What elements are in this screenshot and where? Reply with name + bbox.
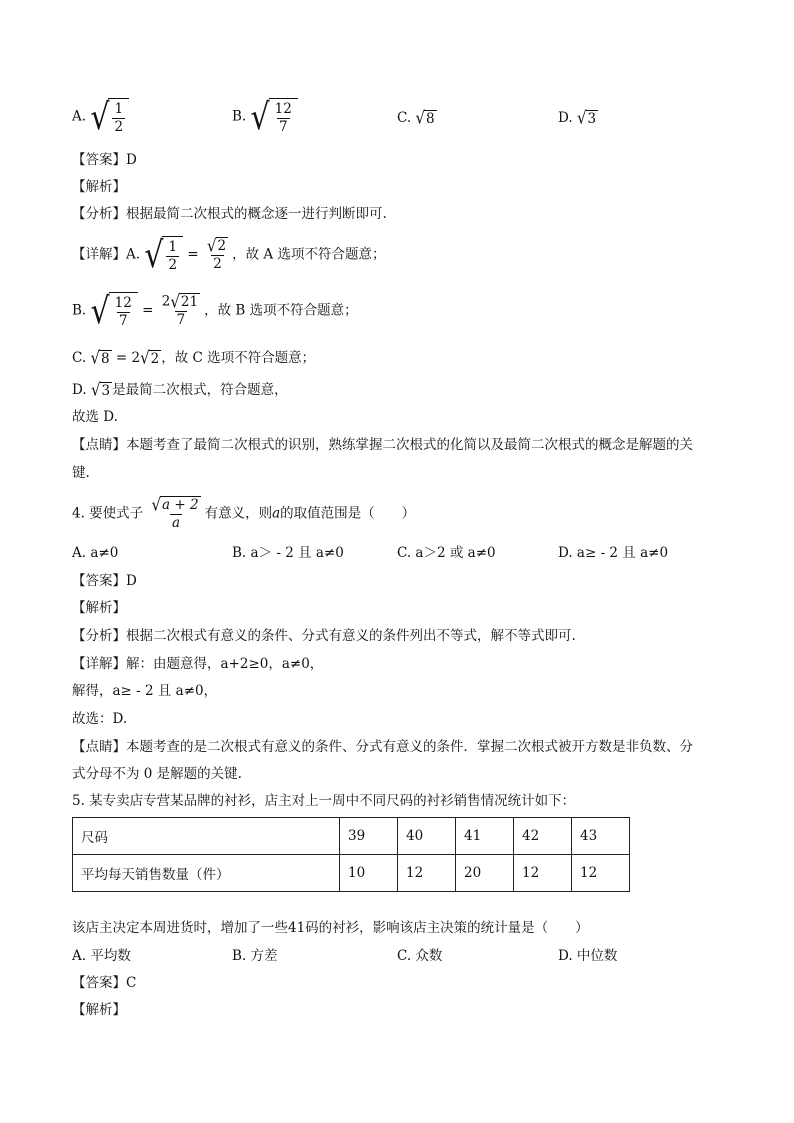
- q3-option-a: [72, 96, 129, 139]
- q3-jiexi-heading: 【解析】: [72, 179, 126, 195]
- q5-question: 该店主决定本周进货时，增加了一些41码的衬衫，影响该店主决策的统计量是（ ）: [72, 920, 589, 936]
- q4-dianjing-line1: 【点睛】本题考查的是二次根式有意义的条件、分式有意义的条件．掌握二次根式被开方数是非负数、分: [72, 739, 693, 755]
- table-cell: 39: [340, 818, 398, 855]
- q4-detail-line3: 故选：D.: [72, 711, 128, 727]
- sqrt-symbol: √ 3: [90, 379, 111, 401]
- q4-jiexi-heading: 【解析】: [72, 600, 126, 616]
- table-cell: 20: [456, 855, 514, 892]
- q5-stem: 5. 某专卖店专营某品牌的衬衫，店主对上一周中不同尺码的衬衫销售情况统计如下：: [72, 793, 576, 809]
- table-header-cell: 尺码: [73, 818, 340, 855]
- q4-stem: 4. 要使式子 √ a + 2 a 有意义，则a的取值范围是（ ）: [72, 494, 416, 531]
- q4-detail-line1: 【详解】解：由题意得，a+2≥0，a≠0，: [72, 656, 324, 672]
- q3-option-d-label: D.: [558, 110, 573, 126]
- sqrt-symbol: √ 21: [170, 291, 199, 313]
- q3-option-c: [397, 107, 437, 129]
- q3-conclusion: 故选 D.: [72, 409, 118, 425]
- q4-option-a: A. a≠0: [72, 545, 119, 561]
- sqrt-symbol: √ $\frac{12}{7}$: [91, 292, 138, 330]
- table-cell: 40: [398, 818, 456, 855]
- table-cell: 43: [572, 818, 630, 855]
- table-cell: 10: [340, 855, 398, 892]
- sqrt-symbol: √ 8: [90, 347, 110, 369]
- sqrt-symbol: √ 2: [206, 235, 227, 257]
- q3-option-b-label: B.: [232, 108, 247, 125]
- sqrt-symbol: √ 3: [576, 107, 597, 129]
- q4-fenxi: 【分析】根据二次根式有意义的条件、分式有意义的条件列出不等式，解不等式即可.: [72, 628, 576, 644]
- q3-option-d: [558, 107, 598, 129]
- q3-option-c-label: C.: [397, 110, 412, 126]
- q5-option-c: C. 众数: [397, 948, 443, 964]
- q4-option-d: D. a≥ - 2 且 a≠0: [558, 545, 669, 561]
- sqrt-symbol: √ $\frac{1}{2}$: [144, 236, 183, 274]
- q3-detail-b: B. √ $\frac{12}{7}$ = 2 √ 21 7 ，故 B 选项不符合题意；: [72, 290, 358, 333]
- q3-detail-c: C. √ 8 = 2 √ 2 ，故 C 选项不符合题意；: [72, 347, 316, 369]
- table-cell: 12: [398, 855, 456, 892]
- q4-option-b: B. a＞ - 2 且 a≠0: [232, 545, 344, 561]
- q4-dianjing-line2: 式分母不为 0 是解题的关键.: [72, 766, 242, 782]
- table-cell: 12: [572, 855, 630, 892]
- table-cell: 42: [514, 818, 572, 855]
- q5-option-d: D. 中位数: [558, 948, 618, 964]
- sqrt-symbol: √ 2: [140, 347, 160, 369]
- table-row: [73, 855, 630, 892]
- q5-option-a: A. 平均数: [72, 948, 131, 964]
- sqrt-symbol: √ $\frac{12}{7}$: [251, 98, 298, 136]
- q3-detail-d: D. √ 3 是最简二次根式，符合题意，: [72, 379, 288, 401]
- table-header-cell: 平均每天销售数量（件）: [73, 855, 340, 892]
- q4-answer: 【答案】D: [72, 573, 137, 589]
- sqrt-symbol: √ $\frac{1}{2}$: [90, 98, 129, 136]
- sqrt-symbol: √ a + 2: [151, 494, 199, 516]
- table-cell: 41: [456, 818, 514, 855]
- q3-fenxi: 【分析】根据最简二次根式的概念逐一进行判断即可.: [72, 206, 387, 222]
- q4-option-c: C. a＞2 或 a≠0: [397, 545, 496, 561]
- q5-jiexi-heading: 【解析】: [72, 1002, 126, 1018]
- size-sales-table: [72, 817, 630, 892]
- q4-detail-line2: 解得，a≥ - 2 且 a≠0，: [72, 683, 218, 699]
- q3-dianjing-line1: 【点睛】本题考查了最简二次根式的识别，熟练掌握二次根式的化简以及最简二次根式的概念是解题的关: [72, 437, 693, 453]
- sqrt-symbol: √ 8: [415, 107, 435, 129]
- q3-dianjing-line2: 键.: [72, 465, 90, 481]
- table-cell: 12: [514, 855, 572, 892]
- q3-option-a-label: A.: [72, 108, 87, 125]
- q3-option-b: [232, 96, 298, 139]
- table-row: [73, 818, 630, 855]
- q3-answer: 【答案】D: [72, 152, 137, 168]
- q5-answer: 【答案】C: [72, 975, 137, 991]
- q3-detail-a: 【详解】A. √ $\frac{1}{2}$ = √ 2 2 ，故 A 选项不符合题意；: [72, 234, 386, 277]
- q5-option-b: B. 方差: [232, 948, 278, 964]
